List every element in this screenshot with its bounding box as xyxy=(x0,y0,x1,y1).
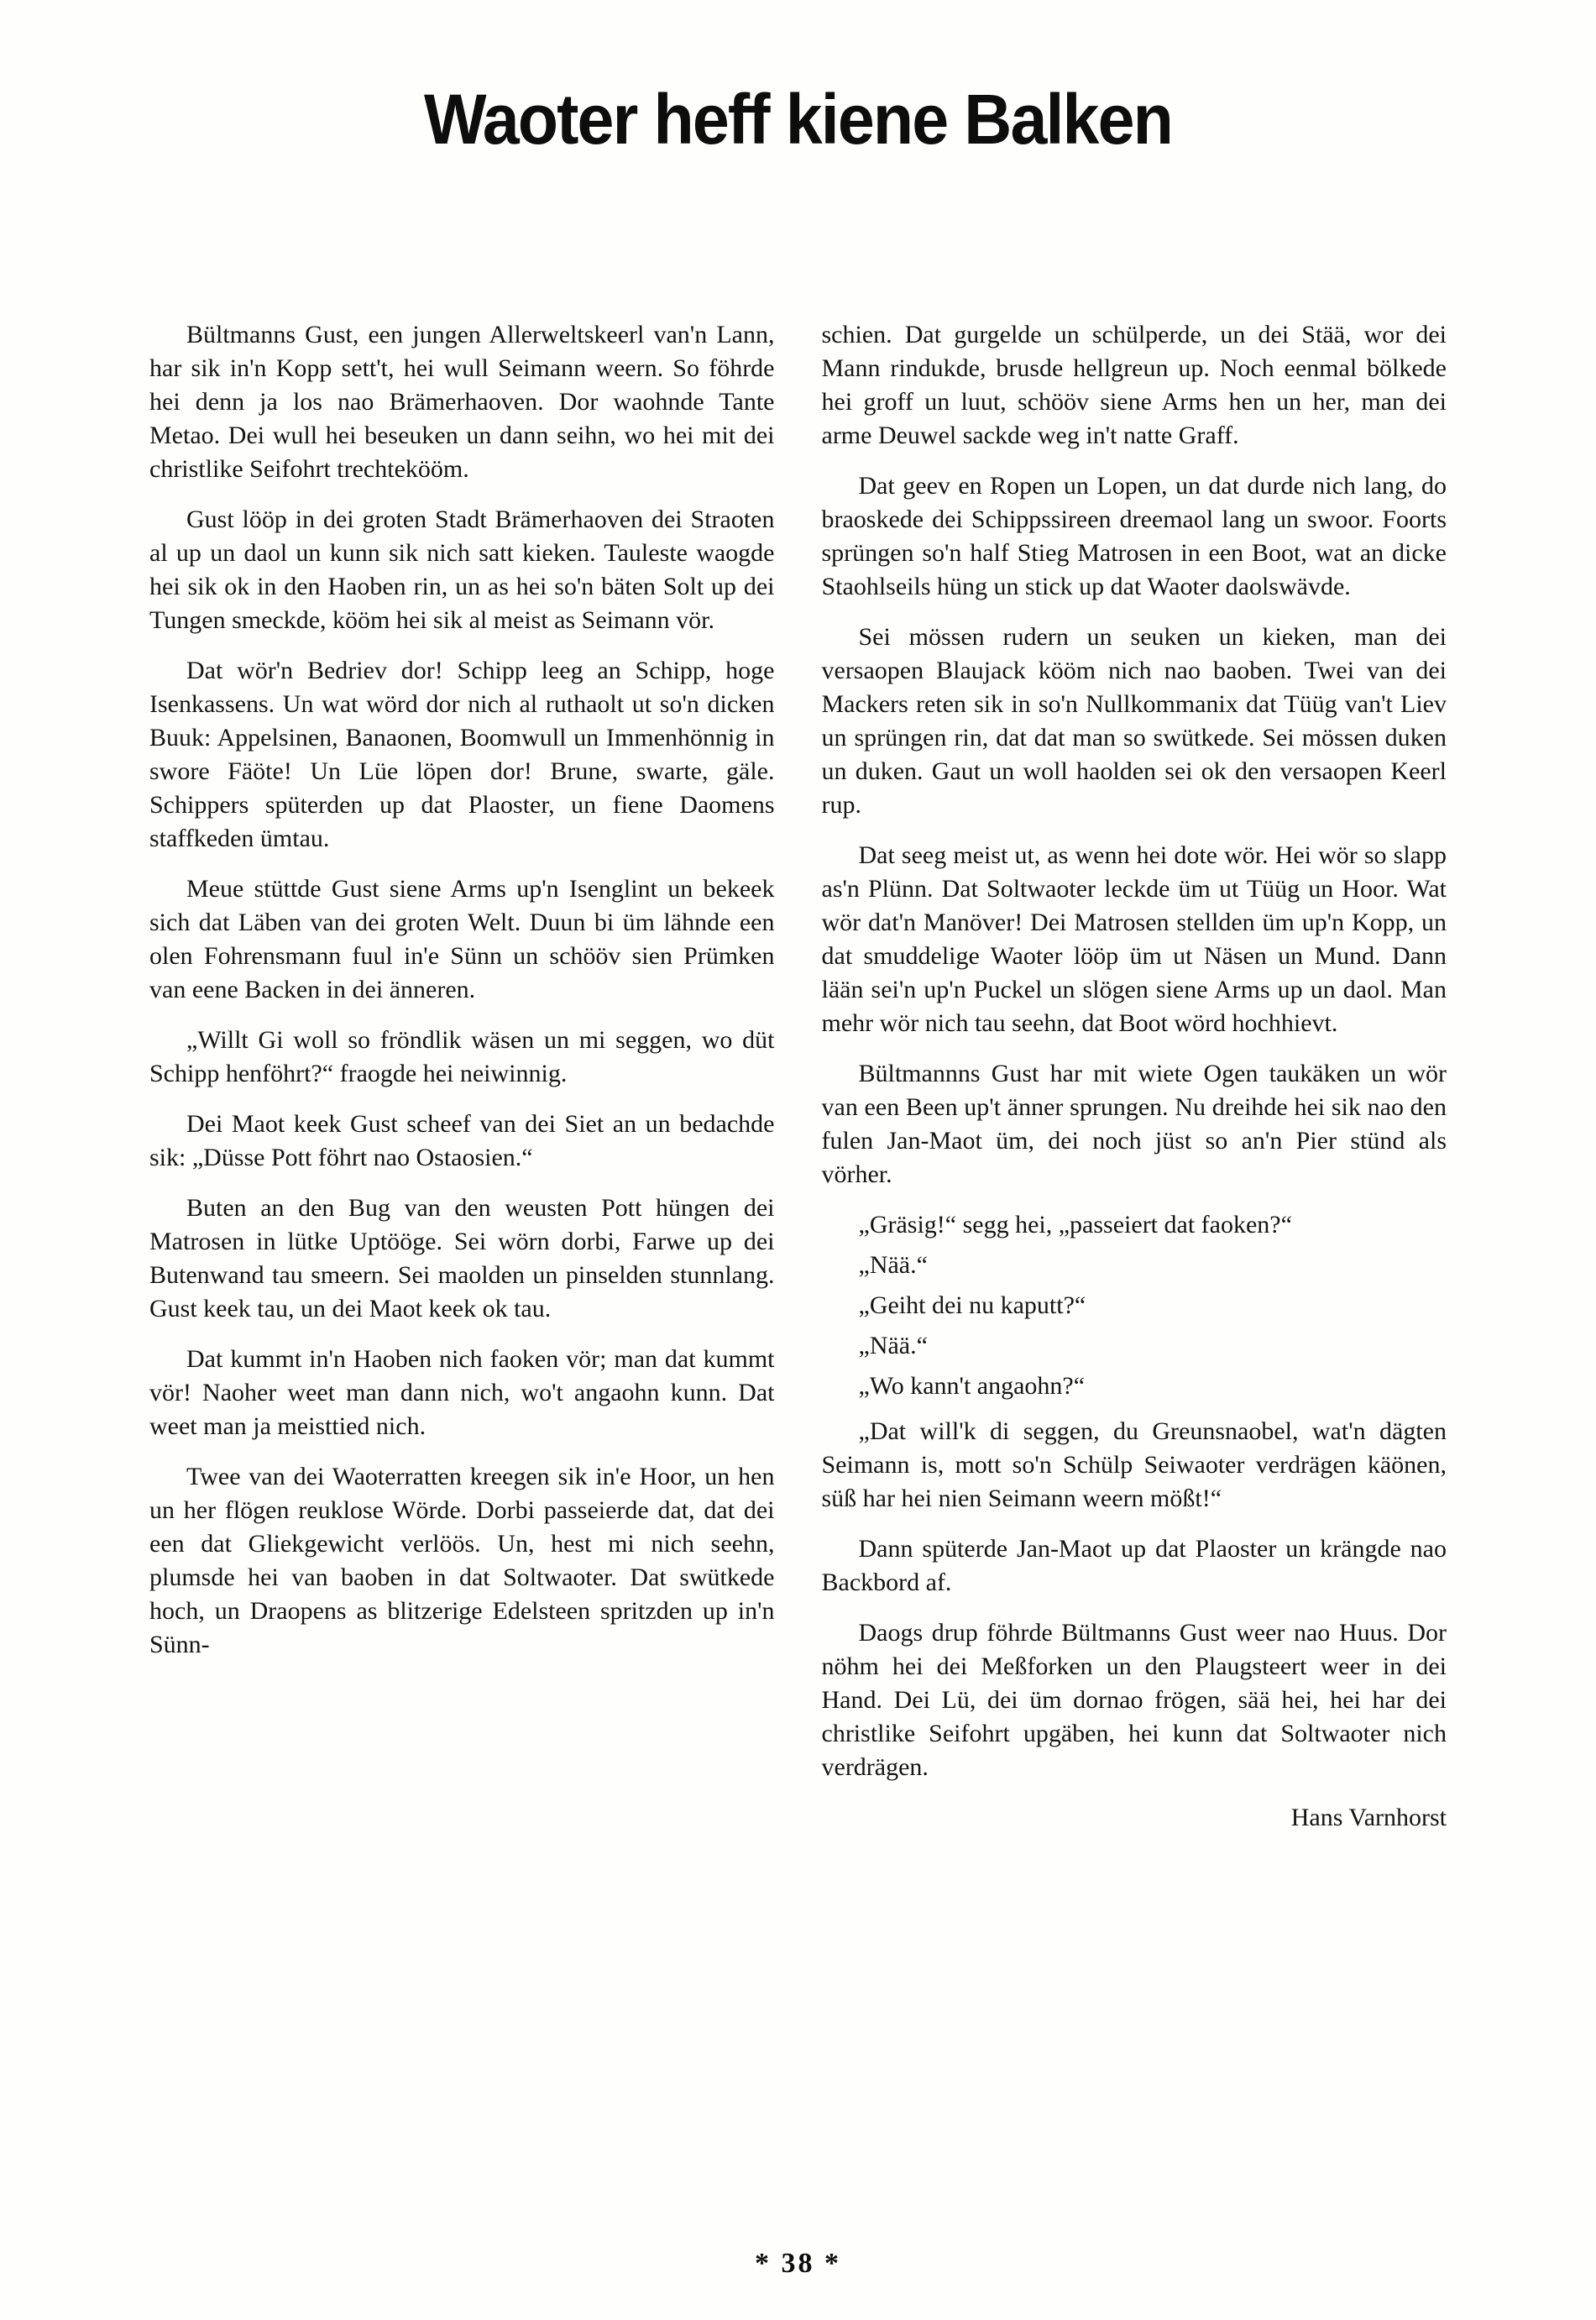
paragraph: Dann spüterde Jan-Maot up dat Plaoster un krängde nao Backbord af. xyxy=(821,1535,1447,1596)
paragraph: Dat wör'n Bedriev dor! Schipp leeg an Schipp, hoge Isenkassens. Un wat wörd dor nich al ruthaolt ut so'n dicken Buuk: Appelsinen, Banaonen, Boomwull un Immenhönnig in swore Fäöte! Un Lüe löpen dor! Brune, swarte, gäle. Schippers spüterden up dat Plaoster, un fiene Daomens staffkeden ümtau. xyxy=(149,657,775,852)
right-column xyxy=(822,318,1447,1851)
text-columns xyxy=(0,318,1596,1851)
paragraph: Sei mössen rudern un seuken un kieken, man dei versaopen Blaujack kööm nich nao baoben. Twei van dei Mackers reten sik in so'n Nullkommanix dat Tüüg van't Liev un sprüngen rin, dat dat man so swütkede. Sei mössen duken un duken. Gaut un woll haolden sei ok den versaopen Keerl rup. xyxy=(821,623,1447,819)
author-name: Hans Varnhorst xyxy=(1290,1804,1447,1831)
page-title: Waoter heff kiene Balken xyxy=(424,80,1172,159)
dialogue-line: „Nää.“ xyxy=(858,1251,928,1279)
paragraph: Gust lööp in dei groten Stadt Brämerhaoven dei Straoten al up un daol un kunn sik nich satt kieken. Tauleste waogde hei sik ok in den Haoben rin, un as hei so'n bäten Solt up dei Tungen smeckde, kööm hei sik al meist as Seimann vör. xyxy=(149,505,775,634)
paragraph: Dat seeg meist ut, as wenn hei dote wör. Hei wör so slapp as'n Plünn. Dat Soltwaoter leckde üm ut Tüüg un Hoor. Wat wör dat'n Manöver! Dei Matrosen stellden üm up'n Kopp, un dat smuddelige Waoter lööp üm ut Näsen un Mund. Dann lään sei'n up'n Puckel un slögen siene Arms up un daol. Man mehr wör nich tau seehn, dat Boot wörd hochhievt. xyxy=(821,841,1447,1037)
paragraph-continuation: schien. Dat gurgelde un schülperde, un dei Stää, wor dei Mann rindukde, brusde hellgreun up. Noch eenmal bölkede hei groff un luut, schööv siene Arms hen un her, man dei arme Deuwel sackde weg in't natte Graff. xyxy=(821,321,1447,449)
paragraph: Dei Maot keek Gust scheef van dei Siet an un bedachde sik: „Düsse Pott föhrt nao Ostaosien.“ xyxy=(149,1110,775,1171)
paragraph: „Dat will'k di seggen, du Greunsnaobel, wat'n dägten Seimann is, mott so'n Schülp Seiwaoter verdrägen käönen, süß har hei nien Seimann weern mößt!“ xyxy=(821,1417,1447,1512)
dialogue-line: „Gräsig!“ segg hei, „passeiert dat faoken?“ xyxy=(858,1211,1292,1239)
paragraph: Dat kummt in'n Haoben nich faoken vör; man dat kummt vör! Naoher weet man dann nich, wo't angaohn kunn. Dat weet man ja meisttied nich. xyxy=(149,1345,775,1440)
paragraph: Bültmanns Gust, een jungen Allerweltskeerl van'n Lann, har sik in'n Kopp sett't, hei wull Seimann weern. So föhrde hei denn ja los nao Brämerhaoven. Dor waohnde Tante Metao. Dei wull hei beseuken un dann seihn, wo hei mit dei christlike Seifohrt trechtekööm. xyxy=(149,321,775,483)
paragraph: Daogs drup föhrde Bültmanns Gust weer nao Huus. Dor nöhm hei dei Meßforken un den Plaugsteert weer in dei Hand. Dei Lü, dei üm dornao frögen, sää hei, hei har dei christlike Seifohrt upgäben, hei kunn dat Soltwaoter nich verdrägen. xyxy=(821,1619,1447,1781)
dialogue-line: „Wo kann't angaohn?“ xyxy=(858,1372,1086,1400)
paragraph: Meue stüttde Gust siene Arms up'n Isenglint un bekeek sich dat Läben van dei groten Welt. Duun bi üm lähnde een olen Fohrensmann fuul in'e Sünn un schööv sien Prümken van eene Backen in dei änneren. xyxy=(149,875,775,1003)
paragraph: Dat geev en Ropen un Lopen, un dat durde nich lang, do braoskede dei Schippssireen dreemaol lang un swoor. Foorts sprüngen so'n half Stieg Matrosen in een Boot, wat an dicke Staohlseils hüng un stick up dat Waoter daolswävde. xyxy=(821,472,1447,600)
paragraph: „Willt Gi woll so fröndlik wäsen un mi seggen, wo düt Schipp henföhrt?“ fraogde hei neiwinnig. xyxy=(149,1026,775,1087)
paragraph: Twee van dei Waoterratten kreegen sik in'e Hoor, un hen un her flögen reuklose Wörde. Dorbi passeierde dat, dat dei een dat Gliekgewicht verlöös. Un, hest mi nich seehn, plumsde hei van baoben in dat Soltwaoter. Dat swütkede hoch, un Draopens as blitzerige Edelsteen spritzden up in'n Sünn- xyxy=(149,1463,775,1658)
left-column xyxy=(149,318,775,1851)
paragraph: Buten an den Bug van den weusten Pott hüngen dei Matrosen in lütke Uptööge. Sei wörn dorbi, Farwe up dei Butenwand tau smeern. Sei maolden un pinselden stunnlang. Gust keek tau, un dei Maot keek ok tau. xyxy=(149,1194,775,1322)
page-number: * 38 * xyxy=(755,2248,841,2279)
dialogue-line: „Geiht dei nu kaputt?“ xyxy=(858,1291,1086,1319)
dialogue-line: „Nää.“ xyxy=(858,1332,928,1359)
paragraph: Bültmannns Gust har mit wiete Ogen taukäken un wör van een Been up't änner sprungen. Nu dreihde hei sik nao den fulen Jan-Maot üm, dei noch jüst so an'n Pier stünd als vörher. xyxy=(821,1060,1447,1188)
